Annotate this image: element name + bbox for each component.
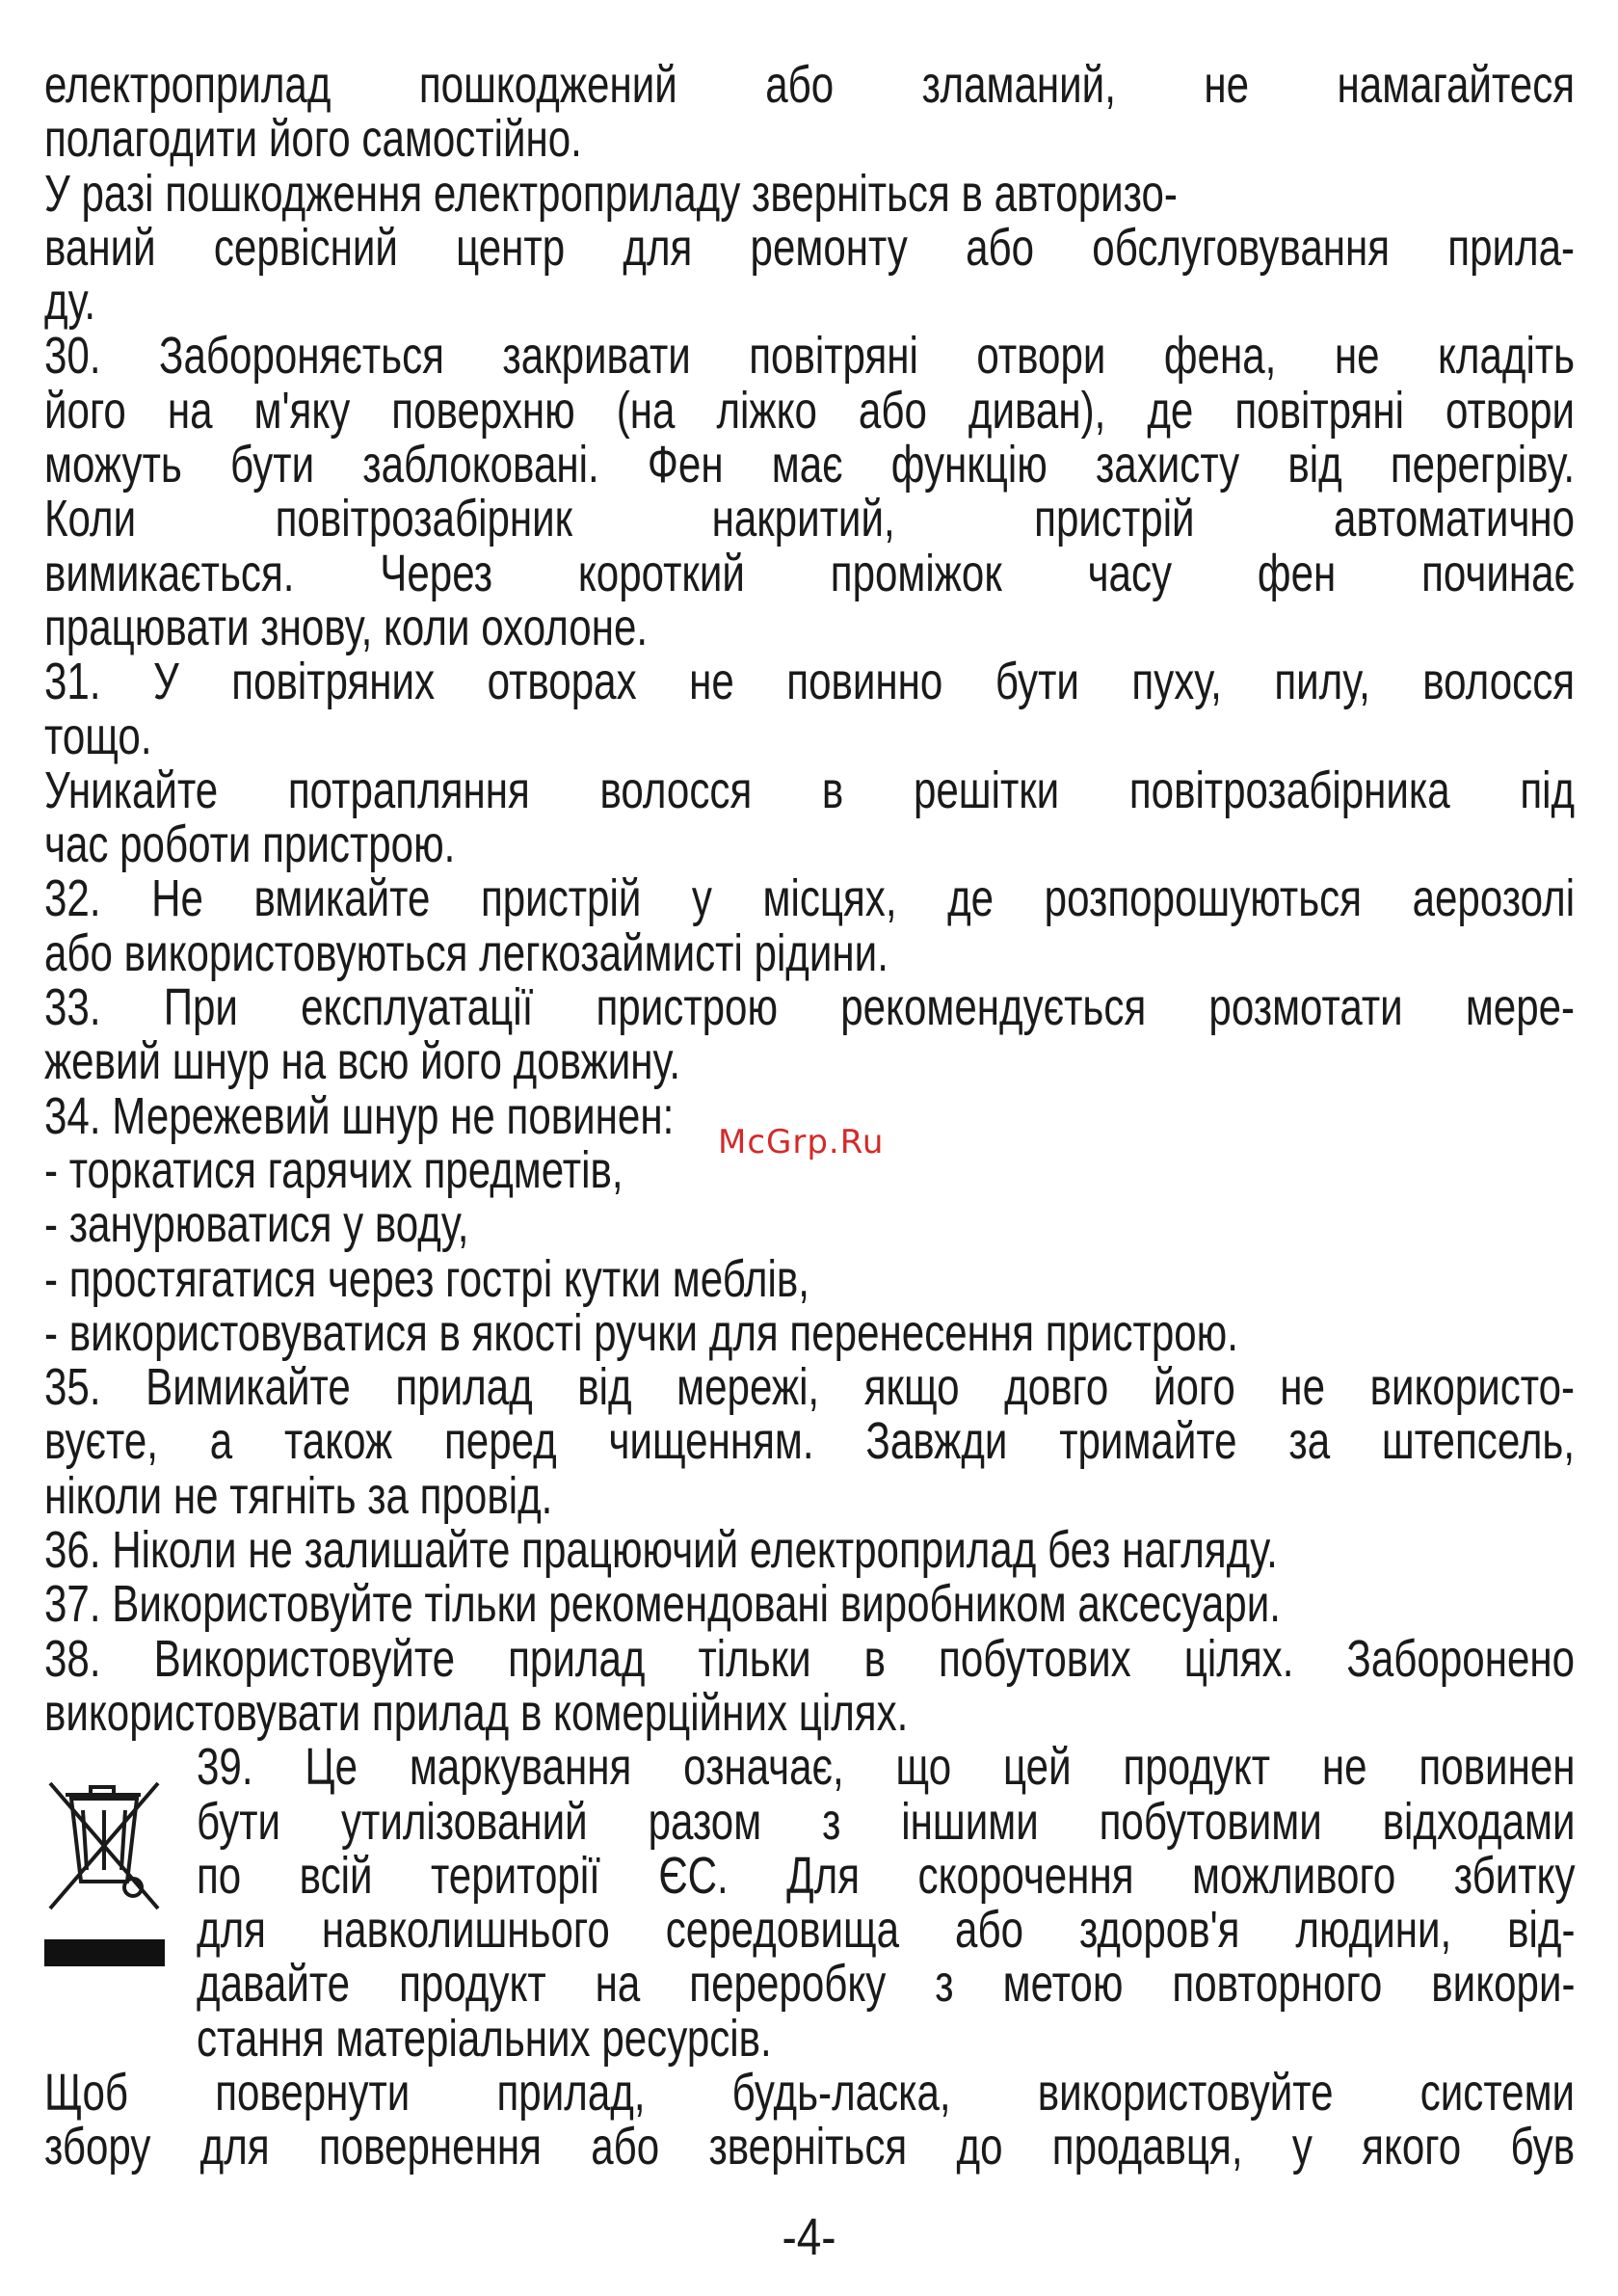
list-item: - занурюватися у воду, xyxy=(44,1195,469,1254)
watermark: McGrp.Ru xyxy=(718,1123,885,1161)
list-item: - простягатися через гострі кутки меблів, xyxy=(44,1249,809,1308)
text-line: ду. xyxy=(44,273,96,332)
text-line: полагодити його самостійно. xyxy=(44,110,582,169)
document-body xyxy=(44,58,1575,2175)
text-line: працювати знову, коли охолоне. xyxy=(44,598,649,656)
text-line: його на м'яку поверхню (на ліжко або диван), де повітряні отвори xyxy=(44,381,1576,440)
text-line: використовувати прилад в комерційних цілях. xyxy=(44,1683,909,1742)
text-line: можуть бути заблоковані. Фен має функцію захисту від перегріву. xyxy=(44,436,1576,494)
text-line: 32. Не вмикайте пристрій у місцях, де розпорошуються аерозолі xyxy=(44,869,1576,928)
list-item: - торкатися гарячих предметів, xyxy=(44,1140,623,1199)
text-line: Щоб повернути прилад, будь-ласка, використовуйте системи xyxy=(44,2063,1576,2122)
text-line: 34. Мережевий шнур не повинен: xyxy=(44,1086,675,1145)
text-line: 38. Використовуйте прилад тільки в побутових цілях. Заборонено xyxy=(44,1629,1576,1688)
text-line: для навколишнього середовища або здоров'я людини, від- xyxy=(197,1901,1576,1960)
text-line: ваний сервісний центр для ремонту або обслуговування прила- xyxy=(44,218,1576,277)
text-line: 39. Це маркування означає, що цей продукт не повинен xyxy=(197,1738,1576,1797)
text-line: 37. Використовуйте тільки рекомендовані виробником аксесуари. xyxy=(44,1575,1281,1634)
text-line: Коли повітрозабірник накритий, пристрій автоматично xyxy=(44,490,1576,548)
text-line: збору для повернення або зверніться до продавця, у якого був xyxy=(44,2118,1576,2176)
text-line: тощо. xyxy=(44,707,152,765)
text-line: давайте продукт на переробку з метою повторного викори- xyxy=(197,1955,1576,2014)
text-line: час роботи пристрою. xyxy=(44,815,456,874)
text-line: 36. Ніколи не залишайте працюючий електроприлад без нагляду. xyxy=(44,1521,1278,1580)
text-line: У разі пошкодження електроприладу зверніться в авторизо- xyxy=(44,164,1178,223)
text-line: 30. Забороняється закривати повітряні отвори фена, не кладіть xyxy=(44,327,1576,386)
text-line: вуєте, а також перед чищенням. Завжди тримайте за штепсель, xyxy=(44,1412,1576,1471)
text-line: 35. Вимикайте прилад від мережі, якщо довго його не використо- xyxy=(44,1358,1576,1417)
text-line: 31. У повітряних отворах не повинно бути пуху, пилу, волосся xyxy=(44,653,1576,711)
text-line: по всій території ЄС. Для скорочення можливого збитку xyxy=(197,1846,1576,1905)
text-line: вимикається. Через короткий проміжок часу фен починає xyxy=(44,544,1576,602)
text-line: жевий шнур на всю його довжину. xyxy=(44,1032,681,1091)
text-line: 33. При експлуатації пристрою рекомендується розмотати мере- xyxy=(44,978,1576,1037)
page-number: -4- xyxy=(782,2208,836,2266)
text-line: стання матеріальних ресурсів. xyxy=(197,2009,772,2068)
text-line: ніколи не тягніть за провід. xyxy=(44,1466,553,1525)
text-line: або використовуються легкозаймисті рідини. xyxy=(44,923,889,982)
text-line: Уникайте потрапляння волосся в решітки повітрозабірника під xyxy=(44,761,1576,819)
crossed-out-wheelie-bin-icon xyxy=(44,1774,165,1981)
list-item: - використовуватися в якості ручки для перенесення пристрою. xyxy=(44,1303,1238,1362)
text-line: бути утилізований разом з іншими побутовими відходами xyxy=(197,1792,1576,1851)
text-line: електроприлад пошкоджений або зламаний, не намагайтеся xyxy=(44,56,1576,114)
